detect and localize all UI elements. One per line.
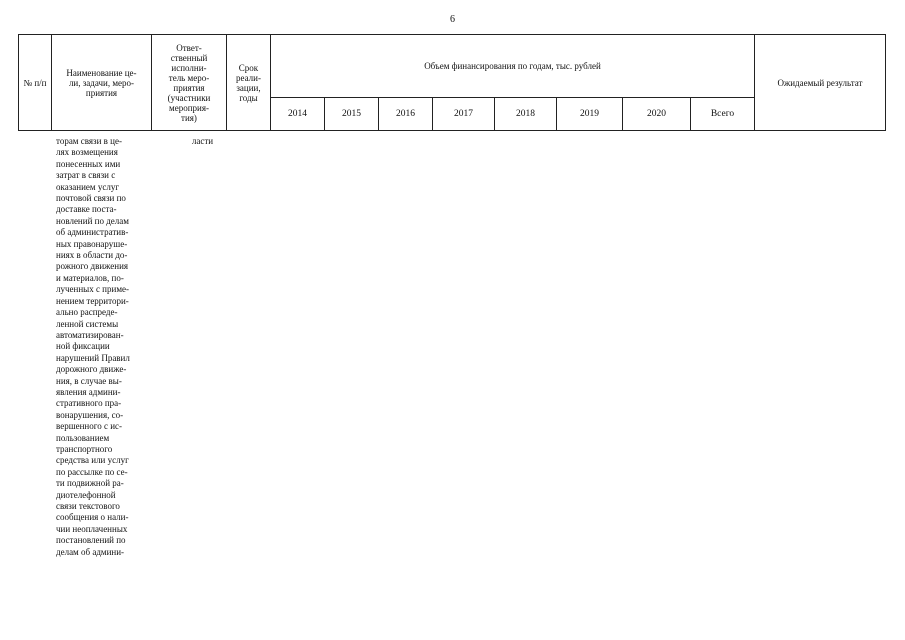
header-year-2018: 2018 <box>495 98 557 131</box>
header-num: № п/п <box>19 35 52 131</box>
header-financing: Объем финансирования по годам, тыс. рублей <box>271 35 755 98</box>
header-year-2015: 2015 <box>325 98 379 131</box>
financing-table <box>18 34 886 131</box>
header-total: Всего <box>691 98 755 131</box>
page-number: 6 <box>450 14 455 25</box>
header-result: Ожидаемый результат <box>755 35 886 131</box>
continuation-name-text: торам связи в це- лях возмещения понесенных ими затрат в связи с оказанием услуг почтовой связи по доставке поста- новлений по делам об административ- ных правонаруше- ниях в области до- рожного движения и материалов, по- лученных с приме- нением территори- ально распреде- ленной системы автоматизирован- ной фиксации нарушений Правил дорожного движе- ния, в случае вы- явления админи- стративного пра- вонарушения, со- вершенного с ис- пользованием транспортного средства или услуг по рассылке по се- ти подвижной ра- диотелефонной связи текстового сообщения о нали- чии неоплаченных постановлений по делам об админи- <box>56 136 130 557</box>
header-term: Срок реали- зации, годы <box>227 35 271 131</box>
header-year-2017: 2017 <box>433 98 495 131</box>
header-year-2016: 2016 <box>379 98 433 131</box>
header-year-2020: 2020 <box>623 98 691 131</box>
header-responsible: Ответ- ственный исполни- тель меро- приятия (участники мероприя- тия) <box>152 35 227 131</box>
continuation-responsible-text: ласти <box>191 136 214 146</box>
header-year-2019: 2019 <box>557 98 623 131</box>
header-name: Наименование це- ли, задачи, меро- приятия <box>52 35 152 131</box>
header-year-2014: 2014 <box>271 98 325 131</box>
